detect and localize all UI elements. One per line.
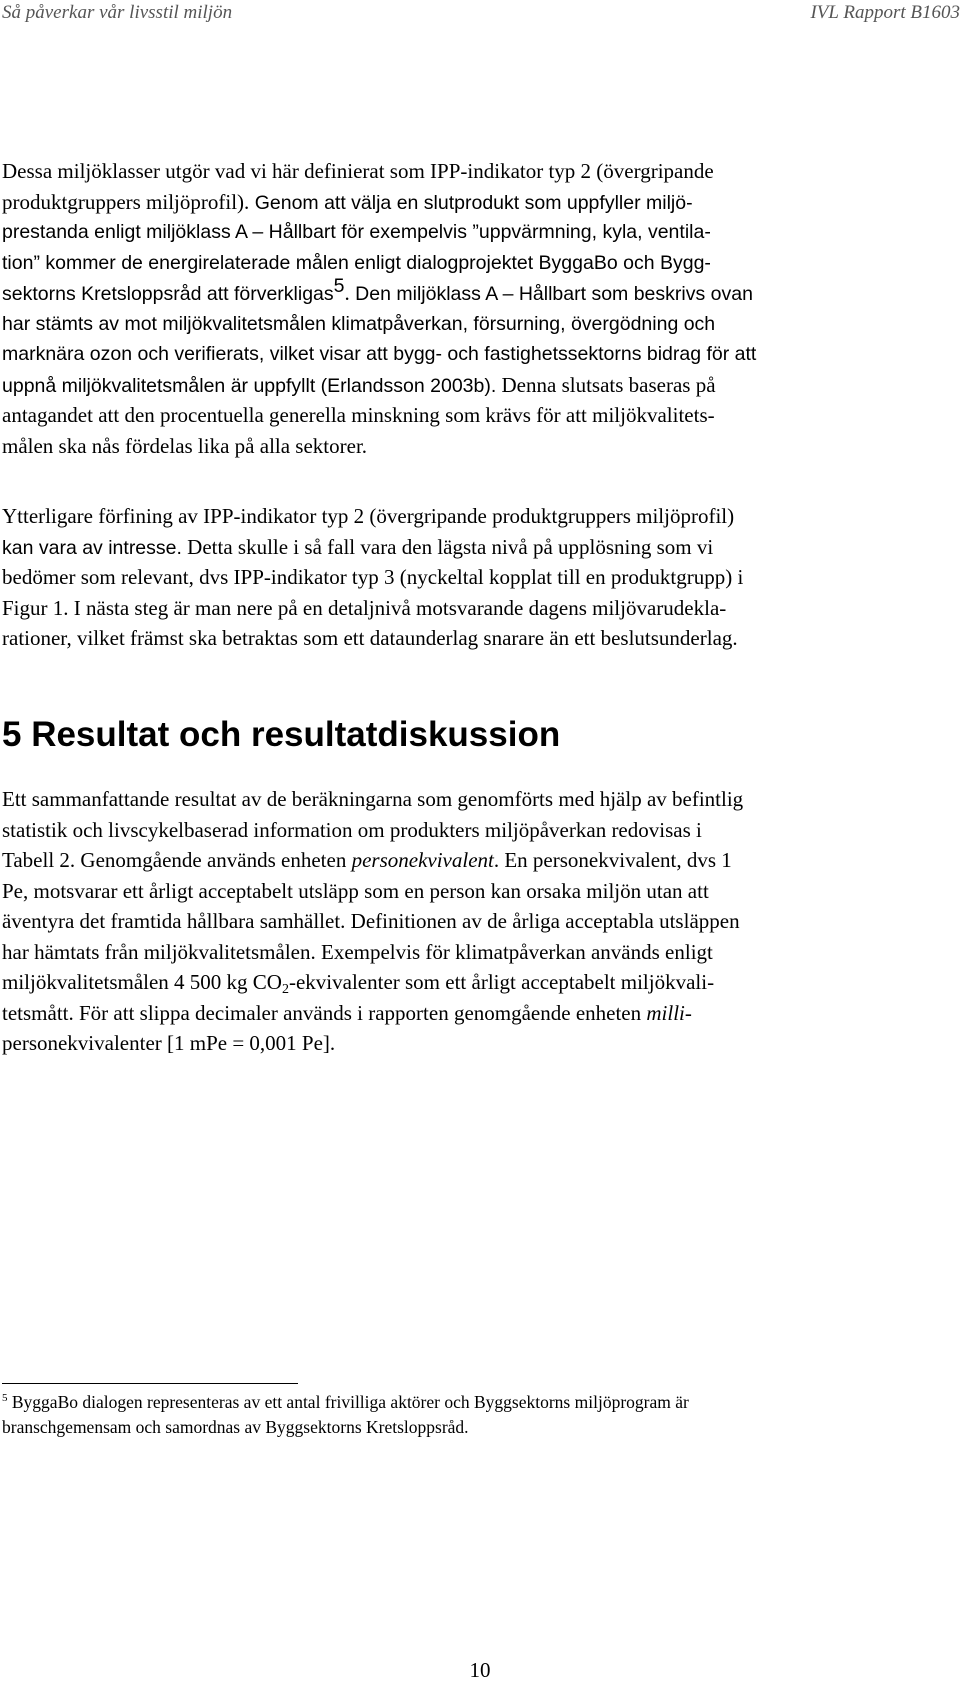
text-line: kan vara av intresse. Detta skulle i så fall vara den lägsta nivå på upplösning som vi	[2, 534, 714, 559]
subscript: 2	[281, 982, 289, 997]
text-line: har stämts av mot miljökvalitetsmålen klimatpåverkan, försurning, övergödning och	[2, 312, 716, 335]
text-line: $^5$ ByggaBo dialogen representeras av ett antal frivilliga aktörer och Byggsektorns miljöprogram är	[2, 1392, 689, 1412]
text-line: Dessa miljöklasser utgör vad vi här definierat som IPP-indikator typ 2 (övergripande	[2, 159, 714, 183]
text-line: miljökvalitetsmålen 4 500 kg $CO_2$-ekvivalenter som ett årligt acceptabelt miljökvali-	[2, 970, 715, 997]
footnote	[2, 1390, 957, 1440]
text-line: Figur 1. I nästa steg är man nere på en detaljnivå motsvarande dagens miljövarudekla-	[2, 595, 727, 620]
emphasis-term: milli	[646, 1000, 685, 1025]
footnote-reference: 5	[333, 275, 345, 297]
text-line: Ett sammanfattande resultat av de beräkningarna som genomförts med hjälp av befintlig	[2, 787, 744, 811]
text-line: rationer, vilket främst ska betraktas som ett dataunderlag snarare än ett beslutsunderlag.	[2, 626, 738, 650]
emphasis-term: personekvivalent	[351, 848, 494, 872]
text-line: tion” kommer de energirelaterade målen enligt dialogprojektet ByggaBo och Bygg-	[2, 251, 711, 274]
text-line: Tabell 2. Genomgående används enheten personekvivalent. En personekvivalent, dvs 1	[2, 848, 732, 872]
text-line: Ytterligare förfining av IPP-indikator typ 2 (övergripande produktgruppers miljöprofil)	[2, 504, 735, 528]
text-line: personekvivalenter [1 mPe = 0,001 Pe].	[2, 1031, 336, 1055]
section-heading: 5 Resultat och resultatdiskussion	[2, 715, 561, 754]
running-header-title: Så påverkar vår livsstil miljön	[2, 2, 233, 23]
footnote-separator	[2, 1383, 298, 1384]
text-line: produktgruppers miljöprofil). Genom att välja en slutprodukt som uppfyller miljö-	[2, 189, 693, 214]
text-line: bedömer som relevant, dvs IPP-indikator typ 3 (nyckeltal kopplat till en produktgrupp) i	[2, 565, 744, 589]
footnote-marker: 5	[2, 1392, 8, 1404]
text-line: marknära ozon och verifierats, vilket visar att bygg- och fastighetssektorns bidrag för att	[2, 343, 757, 365]
text-line: prestanda enligt miljöklass A – Hållbart för exempelvis ”uppvärmning, kyla, ventila-	[2, 221, 711, 243]
text-line: Pe, motsvarar ett årligt acceptabelt utsläpp som en person kan orsaka miljön utan att	[2, 878, 709, 903]
running-header-report-id: IVL Rapport B1603	[810, 2, 960, 23]
paragraph-ipp-indicator-refinement	[2, 501, 957, 654]
text-line: målen ska nås fördelas lika på alla sektorer.	[2, 433, 368, 458]
text-line: antagandet att den procentuella generella minskning som krävs för att miljökvalitets-	[2, 403, 715, 427]
text-line: statistik och livscykelbaserad information om produkters miljöpåverkan redovisas i	[2, 817, 702, 842]
text-line: tetsmått. För att slippa decimaler används i rapporten genomgående enheten milli-	[2, 1000, 692, 1025]
page-number: 10	[469, 1658, 491, 1682]
text-line: har hämtats från miljökvalitetsmålen. Exempelvis för klimatpåverkan används enligt	[2, 939, 713, 964]
running-header	[0, 2, 960, 28]
text-line: uppnå miljökvalitetsmålen är uppfyllt (Erlandsson 2003b). Denna slutsats baseras på	[2, 372, 716, 397]
paragraph-results-summary	[2, 784, 957, 1059]
text-line: äventyra det framtida hållbara samhället. Definitionen av de årliga acceptabla utsläppen	[2, 909, 740, 933]
paragraph-ipp-indicator-type-2	[2, 156, 957, 461]
text-line: sektorns Kretsloppsråd att förverkligas$^5$. Den miljöklass A – Hållbart som beskrivs ovan	[2, 275, 753, 305]
text-line: branschgemensam och samordnas av Byggsektorns Kretsloppsråd.	[2, 1417, 469, 1437]
